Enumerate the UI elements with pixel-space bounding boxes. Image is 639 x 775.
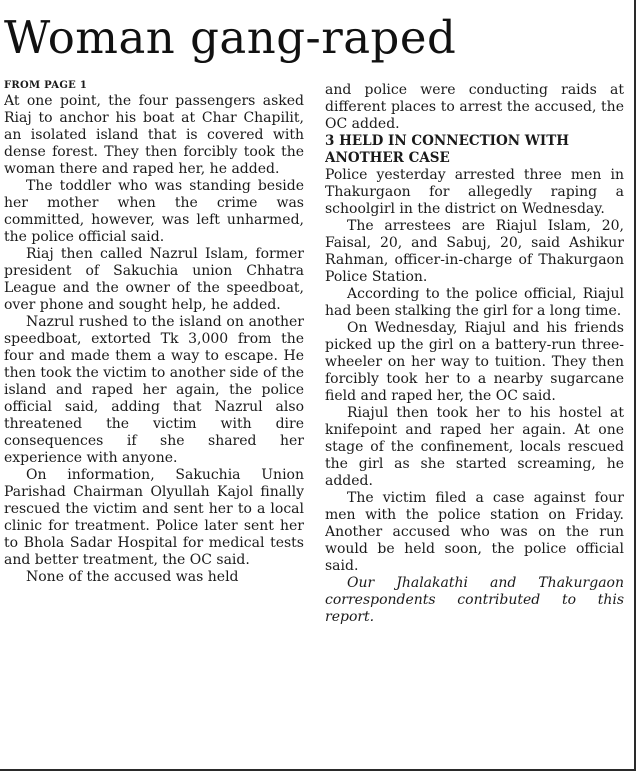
body-paragraph: The victim filed a case against four men with the police station on Friday. Another accused who was on the run would be held soon, the police official said. [325,490,624,574]
body-paragraph: Riaj then called Nazrul Islam, former president of Sakuchia union Chhatra League and the owner of the speedboat, over phone and sought help, he added. [4,246,304,313]
body-paragraph: The arrestees are Riajul Islam, 20, Faisal, 20, and Sabuj, 20, said Ashikur Rahman, officer-in-charge of Thakurgaon Police Station. [325,218,624,285]
body-paragraph: Riajul then took her to his hostel at knifepoint and raped her again. At one stage of the confinement, locals rescued the girl as she started screaming, he added. [325,405,624,489]
section-subhead: 3 HELD IN CONNECTION WITH ANOTHER CASE [325,133,570,166]
body-paragraph: According to the police official, Riajul had been stalking the girl for a long time. [325,286,624,319]
body-paragraph: On information, Sakuchia Union Parishad Chairman Olyullah Kajol finally rescued the victim and sent her to a local clinic for treatment. Police later sent her to Bhola Sadar Hospital for medical tests and better treatment, the OC said. [4,467,304,568]
body-paragraph: None of the accused was held [26,569,239,585]
body-paragraph: Nazrul rushed to the island on another speedboat, extorted Tk 3,000 from the four and made them a way to escape. He then took the victim to another side of the island and raped her again, the police official said, adding that Nazrul also threatened the victim with dire consequences if she shared her experience with anyone. [4,314,304,466]
body-paragraph: At one point, the four passengers asked Riaj to anchor his boat at Char Chapilit, an isolated island that is covered with dense forest. They then forcibly took the woman there and raped her, he added. [4,93,304,177]
body-paragraph: Police yesterday arrested three men in Thakurgaon for allegedly raping a schoolgirl in the district on Wednesday. [325,167,624,217]
left-column [4,80,304,771]
continuation-paragraph: and police were conducting raids at different places to arrest the accused, the OC added. [325,82,624,132]
correspondent-credit: Our Jhalakathi and Thakurgaon correspondents contributed to this report. [325,575,624,625]
article-headline: Woman gang-raped [4,11,457,64]
from-page-label: FROM PAGE 1 [4,80,88,91]
right-column [325,82,624,771]
body-paragraph: On Wednesday, Riajul and his friends picked up the girl on a battery-run three-wheeler on her way to tuition. They then forcibly took her to a nearby sugarcane field and raped her, the OC said. [325,320,624,404]
body-paragraph: The toddler who was standing beside her mother when the crime was committed, however, was left unharmed, the police official said. [4,178,304,245]
